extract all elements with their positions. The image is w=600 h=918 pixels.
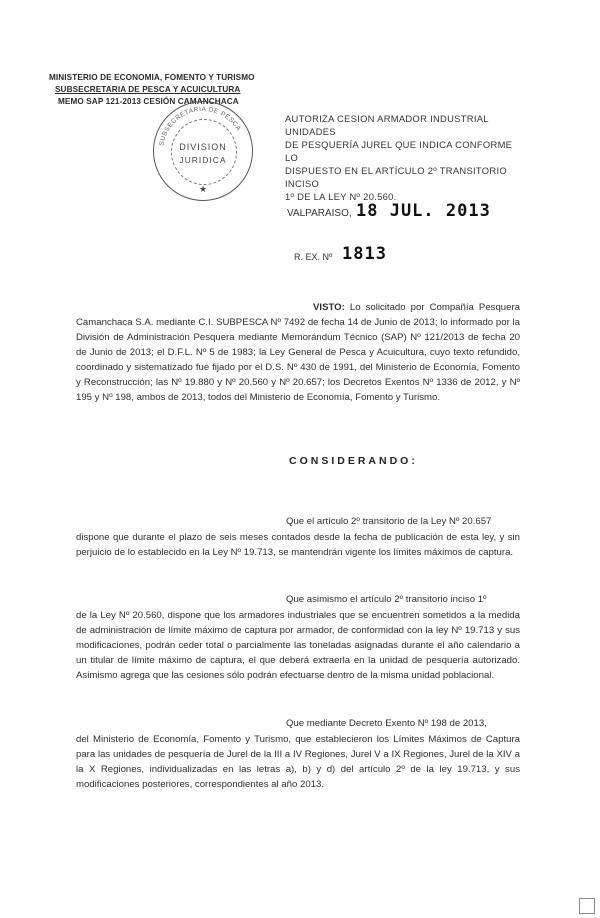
considerando-3-lead: Que mediante Decreto Exento Nº 198 de 2013, (286, 718, 487, 729)
considerando-2-text: de la Ley Nº 20.560, dispone que los armadores industriales que se encuentren sometidos a la medida de administración de límite máximo de captura por armador, de conformidad con la ley Nº 19.713 y sus modificaciones, podrán ceder total o parcialmente las toneladas asignadas durante el año calendario a un titular de límite máximo de captura, el que deberá extraerla en la unidad de pesquería autorizado. Asimismo agrega que las cesiones sólo podrán efectuarse dentro de la misma unidad poblacional. (76, 610, 520, 681)
stamp-line-division: DIVISION (179, 142, 227, 152)
date-place: VALPARAISO, (287, 208, 352, 219)
considerando-2-lead: Que asimismo el artículo 2º transitorio inciso 1º (286, 594, 487, 605)
stamp-ring-text: SUBSECRETARIA DE PESCA (158, 105, 243, 147)
subject-line-1: AUTORIZA CESION ARMADOR INDUSTRIAL UNIDADES (285, 113, 489, 137)
subject-line-4: 1º DE LA LEY Nº 20.560. (285, 191, 397, 202)
division-juridica-stamp (153, 101, 253, 201)
date-stamp: 18 JUL. 2013 (356, 201, 491, 221)
stamp-star-icon: ★ (198, 184, 208, 194)
scan-corner-mark (579, 898, 595, 914)
subject-line-3: DISPUESTO EN EL ARTÍCULO 2º TRANSITORIO INCISO (285, 165, 507, 189)
resolution-label: R. EX. Nº (294, 252, 333, 262)
visto-paragraph (76, 300, 520, 405)
stamp-inner-circle (171, 119, 237, 185)
ministry-name: MINISTERIO DE ECONOMIA, FOMENTO Y TURISMO (49, 73, 255, 82)
considerando-3-text: del Ministerio de Economía, Fomento y Turismo, que establecieron los Límites Máximos de Captura para las unidades de pesquería de Jurel de la III a IV Regiones, Jurel V a IX Regiones, Jurel de la XIV a la X Regiones, individualizadas en las letras a), b) y d) del artículo 2º de la ley 19.713, y sus modificaciones posteriores, correspondientes al año 2013. (76, 734, 520, 790)
subject-line-2: DE PESQUERÍA JUREL QUE INDICA CONFORME LO (285, 139, 513, 163)
considerando-title: CONSIDERANDO: (289, 455, 418, 467)
resolution-number: 1813 (342, 244, 387, 264)
considerando-1-text: dispone que durante el plazo de seis meses contados desde la fecha de publicación de esta ley, y sin perjuicio de lo establecido en la Ley Nº 19.713, se mantendrán vigente los límites máximos de captura. (76, 532, 520, 558)
visto-label: VISTO: (313, 302, 345, 313)
visto-text: Lo solicitado por Compañía Pesquera Camanchaca S.A. mediante C.I. SUBPESCA Nº 7492 de fecha 14 de Junio de 2013; lo informado por la División de Administración Pesquera mediante Memorándum Técnico (SAP) Nº 121/2013 de fecha 20 de Junio de 2013; el D.F.L. Nº 5 de 1983; la Ley General de Pesca y Acuicultura, cuyo texto refundido, coordinado y sistematizado fue fijado por el D.S. Nº 430 de 1991, del Ministerio de Economía, Fomento y Reconstrucción; las Nº 19.880 y Nº 20.560 y Nº 20.657; los Decretos Exentos Nº 1336 de 2012, y Nº 195 y Nº 198, ambos de 2013, todos del Ministerio de Economía, Fomento y Turismo. (76, 302, 520, 403)
subsecretaria-name: SUBSECRETARIA DE PESCA Y ACUICULTURA (55, 85, 241, 94)
memo-reference: MEMO SAP 121-2013 CESIÓN CAMANCHACA (58, 97, 239, 106)
considerando-1-lead: Que el artículo 2º transitorio de la Ley Nº 20.657 (286, 516, 492, 527)
subject-block (285, 112, 525, 203)
stamp-line-juridica: JURIDICA (179, 155, 227, 165)
